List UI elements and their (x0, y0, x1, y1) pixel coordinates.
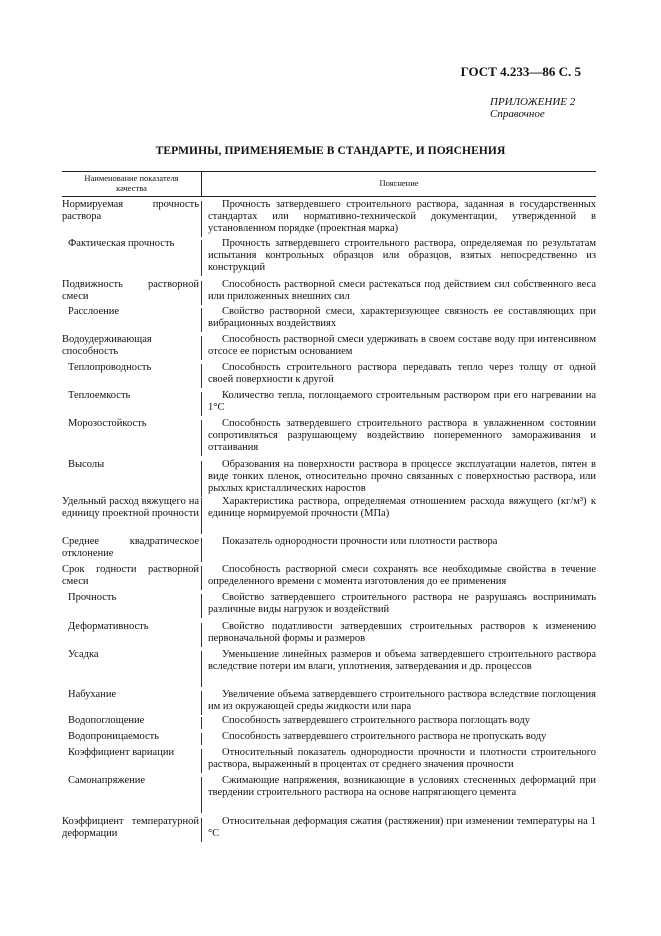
table-row (62, 279, 596, 305)
section-title: ТЕРМИНЫ, ПРИМЕНЯЕМЫЕ В СТАНДАРТЕ, И ПОЯСНЕНИЯ (155, 145, 506, 157)
term-definition (208, 334, 596, 358)
term-definition (208, 592, 596, 616)
term-definition (208, 689, 596, 713)
term-definition (208, 279, 596, 303)
term-label: Подвижность растворной смеси (62, 279, 199, 302)
term-definition-text: Способность строительного раствора передавать тепло через толщу от одной своей поверхности к другой (208, 362, 596, 385)
table-row (62, 747, 596, 773)
term-definition (208, 816, 596, 840)
column-divider (201, 201, 202, 237)
table-top-rule (62, 171, 596, 172)
term-definition-text: Образования на поверхности раствора в процессе эксплуатации налетов, пятен в виде тонких пленок, относительно прочно связанных с поверхностью раствора, или рыхлых кристаллических наростов (208, 459, 596, 494)
column-divider (201, 420, 202, 456)
appendix-number: ПРИЛОЖЕНИЕ 2 (490, 96, 576, 108)
term-definition-text: Способность затвердевшего строительного раствора поглощать воду (222, 715, 531, 726)
term-label: Прочность (68, 592, 117, 603)
column-divider (201, 281, 202, 305)
column-header-term: Наименование показателя качества (84, 173, 179, 193)
column-divider (201, 461, 202, 497)
term-definition-text: Прочность затвердевшего строительного раствора, определяемая по результатам испытания контрольных образцов или образцов, взятых непосредственно из конструкций (208, 238, 596, 273)
term-label: Набухание (68, 689, 117, 700)
column-divider (201, 733, 202, 745)
column-divider (201, 651, 202, 687)
term-definition (208, 362, 596, 386)
table-row (62, 362, 596, 388)
table-row (62, 418, 596, 456)
term-definition-text: Свойство податливости затвердевших строительных растворов к изменению первоначальной формы и размеров (208, 621, 596, 644)
term-definition (208, 306, 596, 330)
document-reference: ГОСТ 4.233—86 С. 5 (460, 64, 581, 79)
table-row (62, 649, 596, 687)
term-definition (208, 621, 596, 645)
term-definition-text: Способность затвердевшего строительного раствора не пропускать воду (222, 731, 547, 742)
table-row (62, 621, 596, 647)
term-definition (208, 199, 596, 235)
column-divider (201, 749, 202, 773)
table-row (62, 775, 596, 813)
term-definition-text: Свойство затвердевшего строительного раствора не разрушаясь воспринимать различные виды нагрузок и воздействий (208, 592, 596, 615)
term-label: Высолы (68, 459, 105, 470)
column-header-definition: Пояснение (379, 178, 419, 188)
term-label: Расслоение (68, 306, 119, 317)
table-row (62, 564, 596, 590)
column-divider (201, 336, 202, 360)
table-row (62, 816, 596, 842)
appendix-label (490, 96, 575, 120)
column-divider (201, 498, 202, 534)
term-definition-text: Прочность затвердевшего строительного раствора, заданная в государственных стандартах или нормативно-технической документации, утвержденной в установленном порядке (проектная марка) (208, 199, 596, 234)
term-definition (208, 238, 596, 274)
column-divider (201, 717, 202, 729)
column-divider (201, 691, 202, 715)
term-definition (208, 747, 596, 771)
table-row (62, 238, 596, 276)
term-label: Водопоглощение (68, 715, 145, 726)
table-row (62, 689, 596, 715)
column-divider (201, 308, 202, 332)
term-label: Теплоемкость (68, 390, 131, 401)
term-definition (208, 775, 596, 799)
column-divider (201, 240, 202, 276)
term-definition-text: Характеристика раствора, определяемая отношением расхода вяжущего (кг/м³) к единице нормируемой прочности (МПа) (208, 496, 596, 519)
column-divider (201, 623, 202, 647)
term-label: Усадка (68, 649, 99, 660)
table-row (62, 496, 596, 534)
term-definition-text: Сжимающие напряжения, возникающие в условиях стесненных деформаций при твердении строительного раствора на основе напрягающего цемента (208, 775, 596, 798)
term-label: Водоудерживающая способность (62, 334, 152, 357)
appendix-type: Справочное (490, 108, 545, 120)
term-definition-text: Свойство растворной смеси, характеризующее связность ее составляющих при вибрационных воздействиях (208, 306, 596, 329)
column-divider (201, 818, 202, 842)
term-label: Самонапряжение (68, 775, 146, 786)
column-divider (201, 594, 202, 618)
term-definition-text: Способность растворной смеси сохранять все необходимые свойства в течение определенного времени с момента изготовления до ее применения (208, 564, 596, 587)
term-definition (208, 418, 596, 454)
term-definition (208, 731, 596, 743)
term-label: Теплопроводность (68, 362, 152, 373)
term-definition (208, 564, 596, 588)
column-divider (201, 777, 202, 813)
term-definition (208, 715, 596, 727)
table-row (62, 731, 596, 745)
term-label: Удельный расход вяжущего на единицу проектной прочности (62, 496, 199, 519)
table-row (62, 390, 596, 416)
term-label: Нормируемая прочность раствора (62, 199, 199, 222)
table-row (62, 459, 596, 497)
term-definition-text: Количество тепла, поглощаемого строительным раствором при его нагревании на 1°С (208, 390, 596, 413)
term-label: Морозостойкость (68, 418, 147, 429)
term-label: Деформативность (68, 621, 149, 632)
column-divider (201, 364, 202, 388)
term-label: Среднее квадратическое отклонение (62, 536, 199, 559)
table-row (62, 715, 596, 729)
term-label: Фактическая прочность (68, 238, 175, 249)
table-header-rule (62, 196, 596, 197)
term-label: Коэффициент вариации (68, 747, 175, 758)
column-divider (201, 566, 202, 590)
term-definition (208, 390, 596, 414)
term-definition (208, 496, 596, 520)
term-definition-text: Способность растворной смеси растекаться под действием сил собственного веса или приложенных внешних сил (208, 279, 596, 302)
term-definition-text: Относительная деформация сжатия (растяжения) при изменении температуры на 1 °С (208, 816, 596, 839)
term-definition (208, 459, 596, 495)
term-definition-text: Способность затвердевшего строительного раствора в увлажненном состоянии сопротивляться разрушающему воздействию попеременного замораживания и оттаивания (208, 418, 596, 453)
term-definition-text: Способность растворной смеси удерживать в своем составе воду при интенсивном отсосе ее пористым основанием (208, 334, 596, 357)
term-definition-text: Показатель однородности прочности или плотности раствора (222, 536, 498, 547)
term-definition-text: Относительный показатель однородности прочности и плотности строительного раствора, выраженный в процентах от среднего значения прочности (208, 747, 596, 770)
term-label: Водопроницаемость (68, 731, 160, 742)
column-divider (201, 392, 202, 416)
term-definition (208, 649, 596, 673)
term-label: Коэффициент температурной деформации (62, 816, 199, 839)
table-row (62, 306, 596, 332)
term-label: Срок годности растворной смеси (62, 564, 199, 587)
column-divider (201, 538, 202, 562)
table-row (62, 536, 596, 562)
table-row (62, 592, 596, 618)
term-definition-text: Увеличение объема затвердевшего строительного раствора вследствие поглощения им из окружающей среды жидкости или пара (208, 689, 596, 712)
term-definition-text: Уменьшение линейных размеров и объема затвердевшего строительного раствора вследствие потери им влаги, уплотнения, затвердевания и др. процессов (208, 649, 596, 672)
table-row (62, 199, 596, 237)
table-row (62, 334, 596, 360)
term-definition (208, 536, 596, 548)
